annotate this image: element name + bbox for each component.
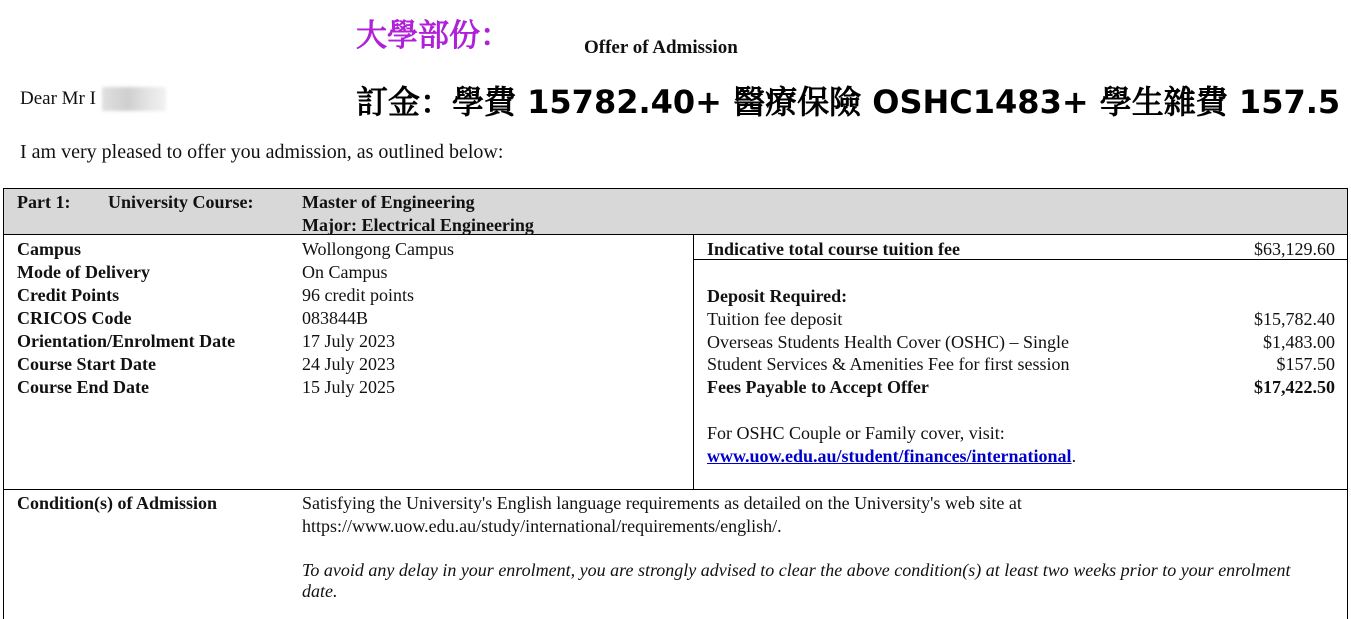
oshc-note: For OSHC Couple or Family cover, visit:: [707, 423, 1005, 443]
intro-text: I am very pleased to offer you admission, as outlined below:: [20, 141, 504, 163]
course-label: University Course:: [108, 192, 254, 212]
oshc-link[interactable]: www.uow.edu.au/student/finances/international: [707, 446, 1072, 466]
detail-value: 15 July 2025: [302, 377, 396, 397]
payable-label: Fees Payable to Accept Offer: [707, 377, 929, 397]
conditions-line-1: Satisfying the University's English language requirements as detailed on the University's web site at: [302, 493, 1022, 513]
detail-label: Course Start Date: [17, 354, 156, 374]
detail-label: CRICOS Code: [17, 308, 132, 328]
detail-value: 96 credit points: [302, 285, 414, 305]
payable-value: $17,422.50: [1254, 377, 1335, 397]
total-fee-value: $63,129.60: [1254, 239, 1335, 259]
detail-value: 083844B: [302, 308, 369, 328]
detail-value: 24 July 2023: [302, 354, 396, 374]
detail-label: Campus: [17, 239, 82, 259]
course-major: Major: Electrical Engineering: [302, 215, 534, 235]
conditions-label: Condition(s) of Admission: [17, 493, 218, 513]
course-name: Master of Engineering: [302, 192, 475, 212]
salutation: [20, 87, 166, 111]
detail-label: Mode of Delivery: [17, 262, 150, 282]
detail-label: Credit Points: [17, 285, 120, 305]
fee-item-value: $1,483.00: [1263, 332, 1335, 352]
oshc-link-suffix: .: [1071, 446, 1077, 466]
column-divider: [693, 234, 694, 490]
fee-item-label: Overseas Students Health Cover (OSHC) – Single: [707, 332, 1069, 352]
fee-item-label: Tuition fee deposit: [707, 309, 843, 329]
fee-item-value: $157.50: [1276, 354, 1335, 374]
salutation-text: Dear Mr I: [20, 88, 96, 109]
conditions-line-2: https://www.uow.edu.au/study/international/requirements/english/.: [302, 516, 782, 536]
detail-value: Wollongong Campus: [302, 239, 455, 259]
part-label: Part 1:: [17, 192, 71, 212]
oshc-link-line: [707, 445, 1076, 468]
conditions-advice-line-2: date.: [302, 581, 338, 601]
redacted-name: [102, 87, 166, 111]
total-fee-label: Indicative total course tuition fee: [707, 239, 960, 259]
detail-label: Orientation/Enrolment Date: [17, 331, 236, 351]
detail-label: Course End Date: [17, 377, 150, 397]
detail-value: On Campus: [302, 262, 388, 282]
section-annotation: 大學部份：: [356, 18, 511, 54]
conditions-advice-line-1: To avoid any delay in your enrolment, you are strongly advised to clear the above condition(s) at least two weeks prior to your enrolment: [302, 560, 1291, 580]
letter-title: Offer of Admission: [584, 37, 738, 58]
deposit-annotation: 訂金：學費 15782.40+ 醫療保險 OSHC1483+ 學生雜費 157.5: [356, 83, 1341, 121]
course-details-row: [3, 234, 1348, 490]
detail-value: 17 July 2023: [302, 331, 396, 351]
fee-item-value: $15,782.40: [1254, 309, 1335, 329]
fee-item-label: Student Services & Amenities Fee for first session: [707, 354, 1070, 374]
deposit-heading: Deposit Required:: [707, 286, 848, 306]
